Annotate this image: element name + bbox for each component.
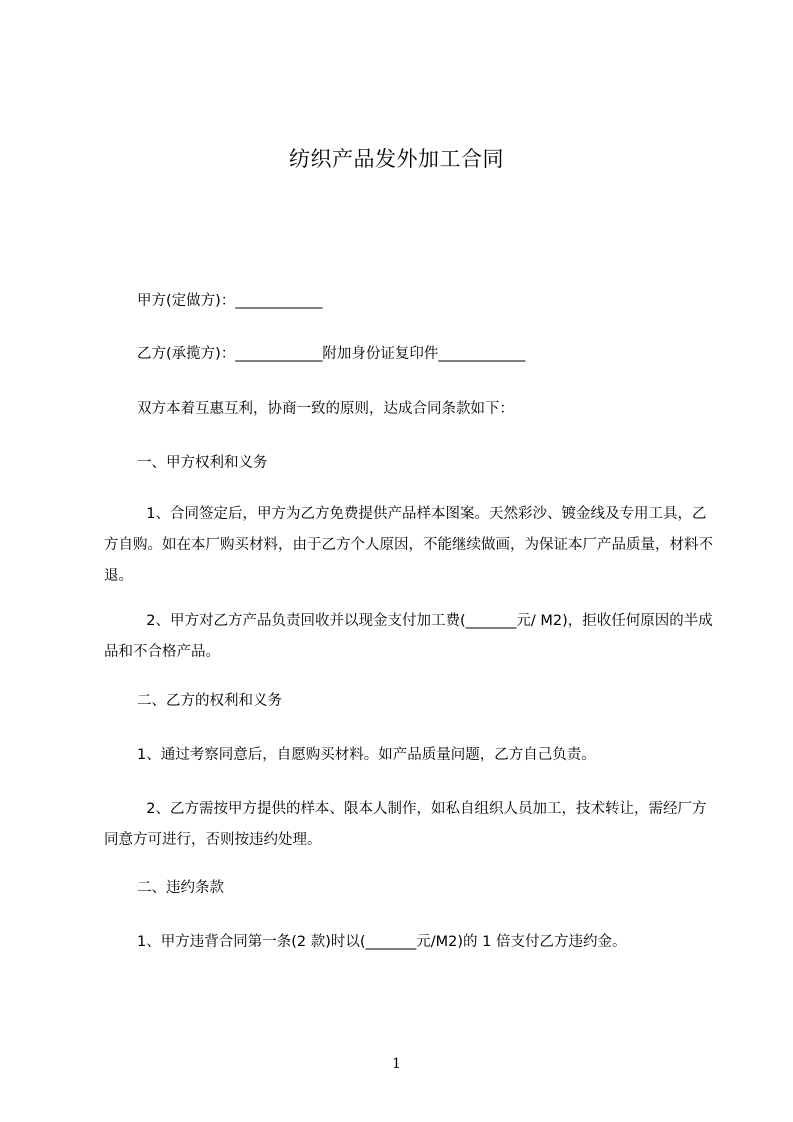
- document-title: 纺织产品发外加工合同: [289, 147, 504, 171]
- section1-heading: 一、甲方权利和义务: [137, 455, 268, 471]
- section3-item1: 1、甲方违背合同第一条(2 款)时以(_______元/M2)的 1 倍支付乙方违约金。: [137, 934, 627, 950]
- page-number: 1: [392, 1056, 401, 1072]
- section3-heading: 二、违约条款: [137, 880, 224, 896]
- section2-heading: 二、乙方的权利和义务: [137, 693, 282, 709]
- party-a-line: 甲方(定做方)：____________: [137, 293, 323, 309]
- section2-item2: 2、乙方需按甲方提供的样本、限本人制作，如私自组织人员加工，技术转让，需经厂方同意方可进行，否则按违约处理。: [104, 801, 707, 848]
- party-b-line: 乙方(承揽方)：____________附加身份证复印件____________: [137, 346, 526, 362]
- section1-item2: 2、甲方对乙方产品负责回收并以现金支付加工费(_______元/ M2)，拒收任何原因的半成品和不合格产品。: [104, 613, 713, 660]
- section2-item1: 1、通过考察同意后，自愿购买材料。如产品质量问题，乙方自己负责。: [137, 747, 596, 763]
- intro-paragraph: 双方本着互惠互利，协商一致的原则，达成合同条款如下：: [137, 401, 514, 417]
- section1-item1: 1、合同签定后，甲方为乙方免费提供产品样本图案。天然彩沙、镀金线及专用工具，乙方自购。如在本厂购买材料，由于乙方个人原因，不能继续做画，为保证本厂产品质量，材料不退。: [104, 506, 713, 584]
